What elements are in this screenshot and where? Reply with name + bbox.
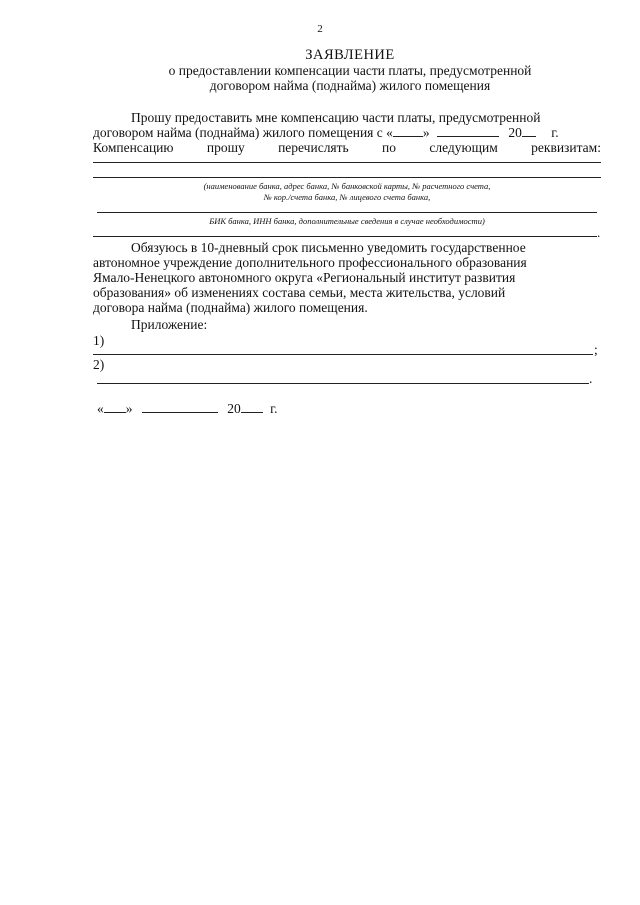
bik-caption: БИК банка, ИНН банка, дополнительные сведения в случае необходимости) bbox=[209, 216, 485, 226]
obligation-line-5: договора найма (поднайма) жилого помещения. bbox=[93, 300, 368, 315]
bank-details-blank-3[interactable] bbox=[97, 212, 597, 213]
attachment-item-1: 1) bbox=[93, 333, 105, 348]
bank-caption-line-1: (наименование банка, адрес банка, № банковской карты, № расчетного счета, bbox=[203, 181, 491, 191]
obligation-line-4: образования» об изменениях состава семьи, места жительства, условий bbox=[93, 285, 506, 300]
word: перечислять bbox=[278, 140, 349, 155]
date-year-suffix: г. bbox=[270, 401, 278, 416]
attachment-item-2-blank[interactable] bbox=[97, 383, 589, 384]
word: Компенсацию bbox=[93, 140, 174, 155]
attachment-item-1-end: ; bbox=[594, 342, 598, 357]
word: реквизитам: bbox=[531, 140, 601, 155]
page-number: 2 bbox=[317, 23, 323, 35]
attachment-item-2: 2) bbox=[93, 357, 105, 372]
year-blank[interactable] bbox=[522, 125, 536, 137]
document-title: ЗАЯВЛЕНИЕ bbox=[305, 47, 395, 63]
date-open-quote: « bbox=[97, 401, 104, 416]
date-close-quote: » bbox=[125, 401, 133, 416]
end-period: . bbox=[597, 225, 601, 240]
request-line-2-text: договором найма (поднайма) жилого помещения с « bbox=[93, 125, 393, 140]
date-year-prefix: 20 bbox=[227, 401, 241, 416]
month-blank[interactable] bbox=[437, 125, 499, 137]
document-subtitle-line-2: договором найма (поднайма) жилого помещения bbox=[209, 78, 491, 93]
year-suffix: г. bbox=[551, 125, 559, 140]
year-prefix: 20 bbox=[508, 125, 522, 140]
obligation-line-3: Ямало-Ненецкого автономного округа «Региональный институт развития bbox=[93, 270, 516, 285]
obligation-line-2: автономное учреждение дополнительного профессионального образования bbox=[93, 255, 527, 270]
bank-details-blank-1[interactable] bbox=[93, 162, 601, 163]
bank-details-blank-2[interactable] bbox=[93, 177, 601, 178]
date-month-blank[interactable] bbox=[142, 401, 218, 413]
attachment-item-1-blank[interactable] bbox=[93, 354, 593, 355]
date-line bbox=[97, 401, 605, 417]
request-line-1: Прошу предоставить мне компенсацию части платы, предусмотренной bbox=[131, 110, 541, 125]
attachment-item-2-end: . bbox=[589, 371, 593, 386]
day-blank[interactable] bbox=[393, 125, 423, 137]
request-line-2 bbox=[93, 125, 601, 141]
document-subtitle-line-1: о предоставлении компенсации части платы, предусмотренной bbox=[168, 63, 532, 78]
word: прошу bbox=[206, 140, 245, 155]
close-quote: » bbox=[422, 125, 430, 140]
attachment-label: Приложение: bbox=[131, 317, 208, 332]
obligation-line-1: Обязуюсь в 10-дневный срок письменно уведомить государственное bbox=[131, 240, 526, 255]
date-year-blank[interactable] bbox=[241, 401, 263, 413]
request-line-3 bbox=[93, 140, 601, 156]
word: следующим bbox=[429, 140, 498, 155]
word: по bbox=[382, 140, 397, 155]
bank-details-blank-4[interactable] bbox=[93, 236, 597, 237]
bank-caption-line-2: № кор./счета банка, № лицевого счета банка, bbox=[263, 192, 431, 202]
date-day-blank[interactable] bbox=[104, 401, 126, 413]
